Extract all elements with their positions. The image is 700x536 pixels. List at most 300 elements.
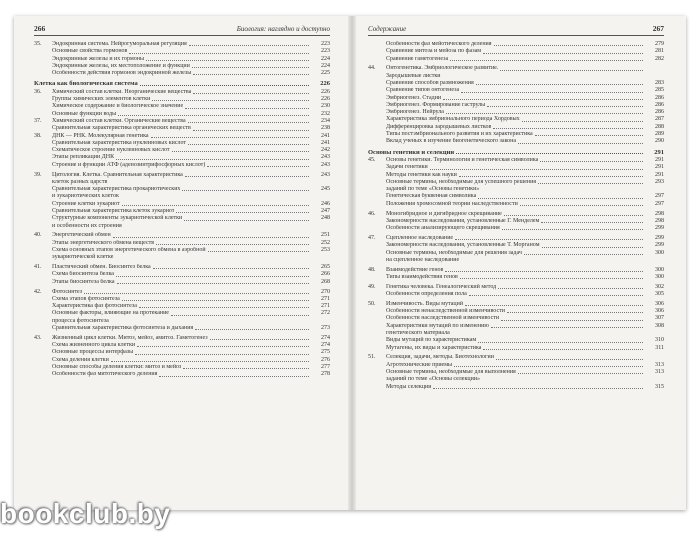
toc-entry <box>368 193 664 200</box>
toc-entry-title: Фотосинтез <box>52 288 83 295</box>
toc-entry <box>34 48 330 55</box>
toc-entry <box>34 364 330 371</box>
toc-entry <box>368 250 664 257</box>
toc-dot-leader <box>129 53 309 54</box>
toc-page-number: 245 <box>321 186 330 193</box>
toc-page-number: 232 <box>321 110 330 117</box>
toc-entry-number: 48. <box>368 266 376 273</box>
toc-page-number: 288 <box>655 123 664 130</box>
toc-page-number: 271 <box>321 295 330 302</box>
toc-entry-title: Химическое содержание и биологическое значение <box>52 103 184 110</box>
toc-dot-leader <box>193 74 309 75</box>
toc-entry <box>368 80 664 87</box>
toc-dot-leader <box>182 190 309 191</box>
toc-dot-leader <box>188 122 309 123</box>
toc-dot-leader <box>151 137 309 138</box>
toc-entry-continuation: на сцепленное наследование <box>386 256 460 263</box>
toc-entry-continuation: клеток разных царств <box>52 178 108 185</box>
toc-dot-leader <box>139 307 309 308</box>
toc-entry-number: 39. <box>34 171 42 178</box>
toc-entry-title: Основные термины, необходимые для решения задач <box>386 249 522 256</box>
toc-entry <box>34 215 330 222</box>
toc-dot-leader <box>146 60 309 61</box>
toc-entry-title: Эмбриогенез. Нейрула <box>386 109 444 116</box>
toc-entry-title: Сравнительная характеристика фотосинтеза и дыхания <box>52 324 194 331</box>
toc-entry-title: Энергетический обмен <box>52 232 111 239</box>
toc-entry <box>368 201 664 208</box>
toc-dot-leader <box>140 85 309 86</box>
toc-entry-title: Клетка как биологическая система <box>34 80 138 88</box>
toc-entry-number: 50. <box>368 300 376 307</box>
toc-entry-title: Генетическая буквенная символика <box>386 193 477 200</box>
toc-dot-leader <box>113 237 309 238</box>
toc-entry-title: Методы селекции <box>386 383 432 390</box>
toc-entry <box>34 310 330 317</box>
toc-dot-leader <box>469 295 643 296</box>
toc-dot-leader <box>184 220 309 221</box>
toc-entry <box>34 140 330 147</box>
toc-entry-title: Особенности определения пола <box>386 291 467 297</box>
toc-section-heading <box>34 80 330 87</box>
toc-entry <box>368 41 664 48</box>
toc-entry-title: Пластический обмен. Биосинтез белка <box>52 264 151 271</box>
toc-dot-leader <box>538 183 643 184</box>
toc-chapter-entry <box>368 235 664 242</box>
right-page-number: 267 <box>652 24 664 33</box>
toc-dot-leader <box>498 288 643 289</box>
toc-dot-leader <box>208 251 309 252</box>
toc-dot-leader <box>455 239 643 240</box>
open-book <box>14 16 686 510</box>
toc-entry-title: Сравнительная характеристика органических веществ <box>52 125 191 132</box>
toc-page-number: 291 <box>655 156 664 163</box>
toc-chapter-entry <box>34 335 330 342</box>
toc-page-number: 226 <box>321 88 330 95</box>
toc-page-number: 300 <box>655 266 664 273</box>
toc-page-number: 307 <box>655 315 664 322</box>
toc-page-number: 226 <box>321 96 330 103</box>
toc-entry-title: Закономерности наследования, установленные Т. Морганом <box>386 242 540 249</box>
toc-page-number: 306 <box>655 308 664 315</box>
toc-chapter-entry <box>368 301 664 308</box>
right-toc-list <box>368 41 664 391</box>
toc-entry-continuation: и эукариотических клеток <box>52 193 119 200</box>
toc-page-number: 265 <box>321 264 330 271</box>
toc-entry-continuation: генетического материала <box>386 329 450 336</box>
toc-dot-leader <box>483 53 643 54</box>
toc-entry <box>34 70 330 77</box>
toc-page-number: 278 <box>321 371 330 378</box>
toc-entry <box>368 337 664 344</box>
toc-dot-leader <box>501 320 643 321</box>
toc-page-number: 248 <box>321 215 330 222</box>
toc-entry-title: Основы генетики и селекции <box>368 148 455 156</box>
toc-page-number: 253 <box>321 247 330 254</box>
toc-entry-title: Дифференцировка зародышевых листков <box>386 123 492 130</box>
toc-page-number: 298 <box>655 210 664 217</box>
toc-entry <box>368 102 664 109</box>
toc-entry-title: Взаимодействие генов <box>386 266 444 273</box>
toc-entry-title: Особенности анализирующего скрещивания <box>386 225 500 232</box>
toc-page-number: 315 <box>655 383 664 390</box>
toc-entry <box>368 242 664 249</box>
toc-entry-title: Характеристики мутаций по изменению <box>386 322 489 329</box>
toc-entry-title: Этапы репликации ДНК <box>52 154 115 161</box>
toc-entry <box>368 56 664 63</box>
toc-dot-leader <box>502 229 643 230</box>
toc-entry-number: 51. <box>368 354 376 361</box>
toc-entry-title: Строение клетки эукариот <box>52 200 120 207</box>
left-page-header <box>34 24 330 36</box>
toc-entry <box>368 315 664 322</box>
toc-entry-title: Сравнение митоза и мейоза по фазам <box>386 48 482 55</box>
toc-entry-title: Онтогенетика. Эмбриологическое развитие. <box>386 65 499 72</box>
right-running-title: Содержание <box>368 25 407 33</box>
toc-entry-title: Типы постэмбрионального развития и их характеристика <box>386 131 533 138</box>
toc-dot-leader <box>135 354 309 355</box>
toc-dot-leader <box>195 329 309 330</box>
toc-entry <box>34 103 330 110</box>
toc-page-number: 313 <box>655 368 664 375</box>
toc-entry-number: 45. <box>368 156 376 163</box>
toc-page-number: 291 <box>655 171 664 178</box>
toc-entry-number: 37. <box>34 117 42 124</box>
left-page <box>34 24 330 504</box>
toc-entry <box>368 109 664 116</box>
toc-page-number: 224 <box>321 55 330 62</box>
toc-dot-leader <box>189 45 309 46</box>
toc-entry <box>368 308 664 315</box>
toc-entry <box>368 172 664 179</box>
toc-entry <box>368 87 664 94</box>
toc-entry-number: 38. <box>34 132 42 139</box>
toc-entry-title: Методы генетики как науки <box>386 171 457 178</box>
toc-dot-leader <box>153 268 309 269</box>
toc-entry <box>368 116 664 123</box>
toc-entry-title: Схематическое строение нуклеиновых кислот <box>52 147 170 154</box>
toc-entry-title: Сравнение гаметогенеза <box>386 55 449 62</box>
toc-entry <box>34 240 330 247</box>
toc-dot-leader <box>207 166 309 167</box>
toc-entry-number: 44. <box>368 65 376 72</box>
toc-dot-leader <box>118 115 309 116</box>
toc-entry <box>368 95 664 102</box>
toc-dot-leader <box>454 366 643 367</box>
toc-entry <box>34 357 330 364</box>
toc-page-number: 298 <box>655 217 664 224</box>
toc-entry <box>34 96 330 103</box>
toc-dot-leader <box>193 93 309 94</box>
toc-dot-leader <box>491 327 643 328</box>
toc-page-number: 285 <box>655 87 664 94</box>
toc-page-number: 311 <box>655 344 664 351</box>
toc-entry <box>368 131 664 138</box>
toc-entry <box>34 111 330 118</box>
toc-page-number: 251 <box>321 232 330 239</box>
toc-chapter-entry <box>34 41 330 48</box>
toc-page-number: 287 <box>655 116 664 123</box>
toc-entry-number: 49. <box>368 283 376 290</box>
toc-dot-leader <box>518 373 643 374</box>
toc-entry-title: Этапы энергетического обмена веществ <box>52 239 155 246</box>
toc-entry-title: Сравнительная характеристика нуклеиновых кислот <box>52 139 187 146</box>
toc-entry-title: Вклад ученых в изучение биогенетического закона <box>386 138 517 145</box>
toc-page-number: 308 <box>655 322 664 329</box>
toc-entry <box>34 371 330 378</box>
toc-entry-title: Сравнение типов онтогенеза <box>386 87 460 94</box>
toc-entry-title: Основные термины, необходимые для выполнения <box>386 368 516 375</box>
toc-dot-leader <box>171 315 309 316</box>
toc-entry <box>368 291 664 298</box>
toc-entry <box>368 384 664 391</box>
toc-entry-number: 46. <box>368 210 376 217</box>
toc-entry <box>34 342 330 349</box>
toc-entry <box>368 345 664 352</box>
toc-chapter-entry <box>34 232 330 239</box>
toc-page-number: 226 <box>320 80 330 88</box>
toc-dot-leader <box>156 244 309 245</box>
toc-dot-leader <box>152 100 309 101</box>
toc-entry-continuation: эукариотической клетке <box>52 254 114 261</box>
toc-chapter-entry <box>368 65 664 72</box>
toc-entry <box>368 48 664 55</box>
toc-page-number: 272 <box>321 310 330 317</box>
toc-entry-title: Основные факторы, влияющие на протекание <box>52 310 169 317</box>
toc-page-number: 252 <box>321 239 330 246</box>
toc-dot-leader <box>430 169 643 170</box>
toc-entry-title: Основные способы деления клетки: митоз и мейоз <box>52 363 182 370</box>
toc-page-number: 279 <box>655 41 664 47</box>
toc-page-number: 238 <box>321 125 330 132</box>
toc-page-number: 306 <box>655 300 664 307</box>
toc-page-number: 230 <box>321 103 330 110</box>
toc-dot-leader <box>487 106 643 107</box>
toc-entry-title: Мутагены, их виды и характеристика <box>386 344 482 351</box>
toc-entry-title: Особенности фаз митотического деления <box>52 371 158 378</box>
toc-dot-leader <box>504 215 643 216</box>
left-running-title: Биология: наглядно и доступно <box>236 25 330 33</box>
toc-page-number: 286 <box>655 94 664 101</box>
right-page <box>368 24 664 504</box>
left-toc-list <box>34 41 330 379</box>
toc-chapter-entry <box>34 118 330 125</box>
toc-page-number: 273 <box>321 324 330 331</box>
toc-entry-number: 36. <box>34 88 42 95</box>
toc-entry-continuation: заданий по теме «Основы селекции» <box>386 376 481 383</box>
toc-page-number: 305 <box>655 291 664 297</box>
toc-dot-leader <box>185 176 309 177</box>
toc-page-number: 243 <box>321 154 330 161</box>
toc-page-number: 225 <box>321 70 330 77</box>
toc-dot-leader <box>507 312 643 313</box>
toc-page-number: 223 <box>321 48 330 55</box>
toc-dot-leader <box>122 300 309 301</box>
toc-dot-leader <box>116 276 309 277</box>
toc-entry-continuation: заданий по теме «Основы генетики» <box>386 186 480 193</box>
toc-entry-title: Химический состав клетки. Органические вещества <box>52 117 186 124</box>
toc-entry-title: Особенности действия гормонов эндокринной железы <box>52 70 192 77</box>
toc-chapter-entry <box>34 264 330 271</box>
toc-entry-title: Сравнительная характеристика прокариотических <box>52 186 181 193</box>
toc-page-number: 290 <box>655 138 664 145</box>
toc-chapter-entry <box>34 89 330 96</box>
toc-entry-title: Генетика человека. Генеалогический метод <box>386 283 497 290</box>
toc-dot-leader <box>185 108 309 109</box>
toc-entry <box>368 138 664 145</box>
toc-page-number: 299 <box>655 242 664 249</box>
toc-entry <box>34 56 330 63</box>
toc-entry-title: Эмбриогенез. Формирование гаструлы <box>386 101 486 108</box>
toc-dot-leader <box>117 283 310 284</box>
toc-entry <box>34 279 330 286</box>
toc-entry-title: Сравнительная характеристика клеток эукариот <box>52 208 175 215</box>
toc-entry-title: Эмбриогенез. Стадии <box>386 94 442 101</box>
toc-dot-leader <box>522 121 643 122</box>
toc-dot-leader <box>459 176 643 177</box>
toc-entry <box>34 186 330 193</box>
toc-page-number: 291 <box>655 164 664 171</box>
toc-dot-leader <box>524 254 643 255</box>
toc-dot-leader <box>476 84 643 85</box>
toc-dot-leader <box>433 388 643 389</box>
toc-page-number: 286 <box>655 109 664 116</box>
toc-entry <box>34 147 330 154</box>
toc-dot-leader <box>116 159 309 160</box>
toc-chapter-entry <box>34 172 330 179</box>
toc-dot-leader <box>446 113 643 114</box>
toc-dot-leader <box>84 293 309 294</box>
toc-page-number: 275 <box>321 349 330 356</box>
toc-dot-leader <box>493 128 643 129</box>
toc-entry <box>34 325 330 332</box>
toc-entry-number: 35. <box>34 41 42 47</box>
toc-dot-leader <box>445 271 643 272</box>
toc-dot-leader <box>172 151 309 152</box>
toc-entry <box>34 63 330 70</box>
toc-dot-leader <box>122 205 309 206</box>
toc-entry-number: 41. <box>34 264 42 271</box>
toc-dot-leader <box>500 70 643 71</box>
toc-dot-leader <box>443 99 643 100</box>
toc-entry-title: Характеристика фаз фотосинтеза <box>52 303 137 310</box>
toc-entry-title: Эндокринные железы, их местоположение и функции <box>52 62 190 69</box>
toc-entry-title: Схема жизненного цикла клетки <box>52 342 136 349</box>
toc-page-number: 281 <box>655 48 664 55</box>
toc-page-number: 246 <box>321 200 330 207</box>
toc-dot-leader <box>137 346 309 347</box>
toc-entry-title: Основные термины, необходимые для успешного решения <box>386 178 537 185</box>
toc-entry <box>34 208 330 215</box>
toc-entry-number: 40. <box>34 232 42 239</box>
toc-page-number: 276 <box>321 356 330 363</box>
toc-chapter-entry <box>34 133 330 140</box>
toc-page-number: 297 <box>655 193 664 200</box>
toc-entry-title: Строение и функции АТФ (аденозинтрифосфорных кислот) <box>52 161 206 168</box>
toc-page-number: 289 <box>655 131 664 138</box>
toc-entry <box>34 125 330 132</box>
toc-entry <box>368 124 664 131</box>
toc-page-number: 300 <box>655 249 664 256</box>
toc-chapter-entry <box>368 157 664 164</box>
toc-entry-title: Этапы биосинтеза белка <box>52 278 115 285</box>
toc-page-number: 282 <box>655 55 664 62</box>
toc-page-number: 299 <box>655 225 664 232</box>
toc-page-number: 224 <box>321 62 330 69</box>
toc-page-number: 299 <box>655 234 664 241</box>
toc-chapter-entry <box>368 211 664 218</box>
toc-entry-title: Особенности наследственной изменчивости <box>386 315 500 322</box>
toc-dot-leader <box>478 342 643 343</box>
toc-entry <box>368 164 664 171</box>
toc-entry <box>34 296 330 303</box>
toc-entry-title: Положения хромосомной теории наследственности <box>386 200 518 207</box>
toc-entry <box>368 323 664 330</box>
left-page-number: 266 <box>34 24 46 33</box>
toc-section-heading <box>368 149 664 156</box>
toc-dot-leader <box>188 144 309 145</box>
toc-entry <box>368 362 664 369</box>
toc-entry-title: Структурные компоненты эукариотической клетки <box>52 215 183 222</box>
toc-entry-continuation: процесса фотосинтеза <box>52 317 109 324</box>
toc-entry-title: Схема биосинтеза белка <box>52 271 114 278</box>
toc-page-number: 274 <box>321 342 330 349</box>
toc-entry-continuation: и особенности их строения <box>52 222 122 229</box>
toc-entry-continuation: Зародышевые листки <box>386 72 441 79</box>
toc-dot-leader <box>210 339 309 340</box>
toc-page-number: 300 <box>655 273 664 280</box>
toc-dot-leader <box>541 222 643 223</box>
toc-entry-title: Особенности ненаследственной изменчивости <box>386 308 505 315</box>
watermark-logo: bookclub.by <box>0 498 171 529</box>
book-spine <box>348 16 356 510</box>
toc-page-number: 293 <box>655 178 664 185</box>
toc-entry <box>368 225 664 232</box>
toc-entry-title: Группы химических элементов клетки <box>52 96 151 103</box>
toc-entry-number: 43. <box>34 334 42 341</box>
toc-dot-leader <box>183 368 309 369</box>
toc-chapter-entry <box>368 354 664 361</box>
toc-entry-title: Особенности фаз мейотического деления <box>386 41 492 47</box>
toc-entry-title: Основные функции воды <box>52 110 117 117</box>
toc-page-number: 271 <box>321 303 330 310</box>
toc-entry-title: Моногибридное и дигибридное скрещивание <box>386 210 502 217</box>
toc-entry <box>34 162 330 169</box>
toc-entry-title: Агротехнические приемы <box>386 361 453 368</box>
toc-dot-leader <box>520 205 643 206</box>
toc-dot-leader <box>465 305 643 306</box>
toc-entry-title: ДНК — РНК. Молекулярная генетика <box>52 132 149 139</box>
toc-page-number: 286 <box>655 101 664 108</box>
toc-page-number: 241 <box>321 132 330 139</box>
toc-entry-title: Схема основных этапов энергетического обмена в аэробной <box>52 247 206 254</box>
toc-page-number: 247 <box>321 208 330 215</box>
toc-page-number: 266 <box>321 271 330 278</box>
toc-entry <box>34 271 330 278</box>
toc-entry-title: Характеристика эмбрионального периода Хордовых <box>386 116 520 123</box>
toc-dot-leader <box>461 92 643 93</box>
toc-dot-leader <box>192 67 309 68</box>
toc-entry-title: Основные свойства гормонов <box>52 48 128 55</box>
toc-dot-leader <box>456 153 643 154</box>
toc-page-number: 268 <box>321 278 330 285</box>
toc-chapter-entry <box>34 289 330 296</box>
toc-page-number: 234 <box>321 117 330 124</box>
toc-entry-title: Схема деления клетки <box>52 356 109 363</box>
toc-page-number: 223 <box>321 41 330 47</box>
toc-page-number: 270 <box>321 288 330 295</box>
toc-dot-leader <box>159 376 309 377</box>
toc-dot-leader <box>540 161 643 162</box>
